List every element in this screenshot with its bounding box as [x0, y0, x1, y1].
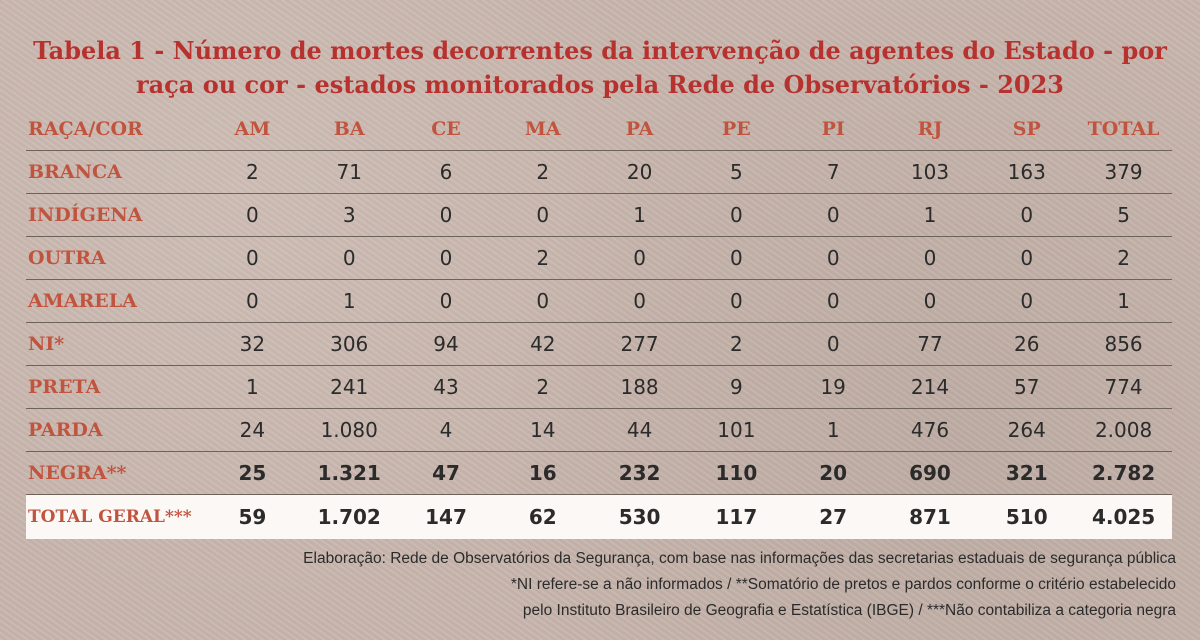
header-sp: SP [978, 108, 1075, 151]
table-cell: 5 [688, 151, 785, 194]
header-pi: PI [785, 108, 882, 151]
table-cell: 1 [301, 280, 398, 323]
table-cell: 6 [398, 151, 495, 194]
table-cell: 2 [494, 151, 591, 194]
header-ce: CE [398, 108, 495, 151]
table-cell: 0 [398, 280, 495, 323]
table-cell: 1.080 [301, 409, 398, 452]
table-cell: 476 [882, 409, 979, 452]
header-am: AM [204, 108, 301, 151]
table-cell: 0 [785, 280, 882, 323]
table-title [20, 34, 1180, 102]
footnote-source: Elaboração: Rede de Observatórios da Segurança, com base nas informações das secretarias estaduais de segurança pública [303, 550, 1176, 567]
table-cell: 0 [785, 194, 882, 237]
table-cell: 26 [978, 323, 1075, 366]
table-cell: 306 [301, 323, 398, 366]
table-cell: 1 [591, 194, 688, 237]
table-cell: 321 [978, 452, 1075, 495]
table-cell: 0 [494, 280, 591, 323]
table-row [26, 323, 1172, 366]
table-cell: 163 [978, 151, 1075, 194]
table-row [26, 194, 1172, 237]
table-row [26, 280, 1172, 323]
table-cell: 0 [398, 194, 495, 237]
header-race: RAÇA/COR [26, 108, 204, 151]
table-cell: 241 [301, 366, 398, 409]
header-total: TOTAL [1075, 108, 1172, 151]
footnote-ni: *NI refere-se a não informados / **Somatório de pretos e pardos conforme o critério estabelecido [510, 576, 1176, 593]
table-cell: 0 [978, 237, 1075, 280]
table-cell: 277 [591, 323, 688, 366]
row-label: TOTAL GERAL*** [26, 495, 204, 540]
table-cell: 101 [688, 409, 785, 452]
table-cell: 690 [882, 452, 979, 495]
table-cell: 71 [301, 151, 398, 194]
table-cell: 0 [785, 323, 882, 366]
footnote-ibge: pelo Instituto Brasileiro de Geografia e Estatística (IBGE) / ***Não contabiliza a categoria negra [522, 602, 1176, 619]
row-label: BRANCA [26, 151, 204, 194]
table-cell: 0 [688, 280, 785, 323]
row-label: INDÍGENA [26, 194, 204, 237]
table-cell: 5 [1075, 194, 1172, 237]
table-cell: 871 [882, 495, 979, 540]
table-cell: 0 [785, 237, 882, 280]
table-cell: 19 [785, 366, 882, 409]
header-rj: RJ [882, 108, 979, 151]
table-cell: 20 [785, 452, 882, 495]
table-cell: 14 [494, 409, 591, 452]
title-line-1: Tabela 1 - Número de mortes decorrentes da intervenção de agentes do Estado - por [33, 36, 1167, 65]
table-cell: 0 [204, 237, 301, 280]
table-cell: 0 [688, 237, 785, 280]
table-cell: 1 [204, 366, 301, 409]
title-line-2: raça ou cor - estados monitorados pela Rede de Observatórios - 2023 [135, 70, 1064, 99]
row-label: AMARELA [26, 280, 204, 323]
table-cell: 43 [398, 366, 495, 409]
table-cell: 214 [882, 366, 979, 409]
table-cell: 0 [882, 237, 979, 280]
table-cell: 62 [494, 495, 591, 540]
table-cell: 0 [978, 194, 1075, 237]
table-cell: 77 [882, 323, 979, 366]
table-cell: 0 [204, 280, 301, 323]
table-cell: 0 [591, 237, 688, 280]
table-cell: 2.008 [1075, 409, 1172, 452]
table-cell: 42 [494, 323, 591, 366]
table-cell: 16 [494, 452, 591, 495]
row-label: NI* [26, 323, 204, 366]
table-cell: 32 [204, 323, 301, 366]
table-cell: 1 [1075, 280, 1172, 323]
header-row [26, 108, 1172, 151]
table-cell: 24 [204, 409, 301, 452]
table-cell: 530 [591, 495, 688, 540]
table-cell: 1 [882, 194, 979, 237]
table-row [26, 366, 1172, 409]
table-cell: 117 [688, 495, 785, 540]
table-row [26, 452, 1172, 495]
table-cell: 3 [301, 194, 398, 237]
table-cell: 47 [398, 452, 495, 495]
table-cell: 20 [591, 151, 688, 194]
table-cell: 188 [591, 366, 688, 409]
table-cell: 9 [688, 366, 785, 409]
row-label: OUTRA [26, 237, 204, 280]
table-cell: 0 [204, 194, 301, 237]
table-cell: 2 [494, 237, 591, 280]
table-cell: 0 [301, 237, 398, 280]
table-cell: 1.321 [301, 452, 398, 495]
table-cell: 110 [688, 452, 785, 495]
table-cell: 103 [882, 151, 979, 194]
table-cell: 510 [978, 495, 1075, 540]
table-cell: 856 [1075, 323, 1172, 366]
table-cell: 4 [398, 409, 495, 452]
table-row [26, 495, 1172, 540]
table-cell: 379 [1075, 151, 1172, 194]
table-cell: 2 [494, 366, 591, 409]
header-ba: BA [301, 108, 398, 151]
table-cell: 59 [204, 495, 301, 540]
table-row [26, 409, 1172, 452]
table-cell: 2 [204, 151, 301, 194]
header-pe: PE [688, 108, 785, 151]
table-row [26, 151, 1172, 194]
table-cell: 0 [978, 280, 1075, 323]
table-cell: 4.025 [1075, 495, 1172, 540]
table-cell: 27 [785, 495, 882, 540]
table-cell: 0 [882, 280, 979, 323]
footnotes [76, 546, 1176, 624]
table-cell: 2 [1075, 237, 1172, 280]
row-label: NEGRA** [26, 452, 204, 495]
table-cell: 1 [785, 409, 882, 452]
table-row [26, 237, 1172, 280]
table-cell: 774 [1075, 366, 1172, 409]
table-cell: 0 [398, 237, 495, 280]
row-label: PARDA [26, 409, 204, 452]
deaths-by-race-table [26, 108, 1172, 539]
row-label: PRETA [26, 366, 204, 409]
table-cell: 232 [591, 452, 688, 495]
table-cell: 94 [398, 323, 495, 366]
header-pa: PA [591, 108, 688, 151]
table-cell: 264 [978, 409, 1075, 452]
table-cell: 1.702 [301, 495, 398, 540]
table-cell: 44 [591, 409, 688, 452]
table-cell: 2 [688, 323, 785, 366]
table-cell: 57 [978, 366, 1075, 409]
table-cell: 0 [494, 194, 591, 237]
table-cell: 147 [398, 495, 495, 540]
table-cell: 25 [204, 452, 301, 495]
table-cell: 0 [591, 280, 688, 323]
table-cell: 7 [785, 151, 882, 194]
table-cell: 0 [688, 194, 785, 237]
header-ma: MA [494, 108, 591, 151]
table-cell: 2.782 [1075, 452, 1172, 495]
